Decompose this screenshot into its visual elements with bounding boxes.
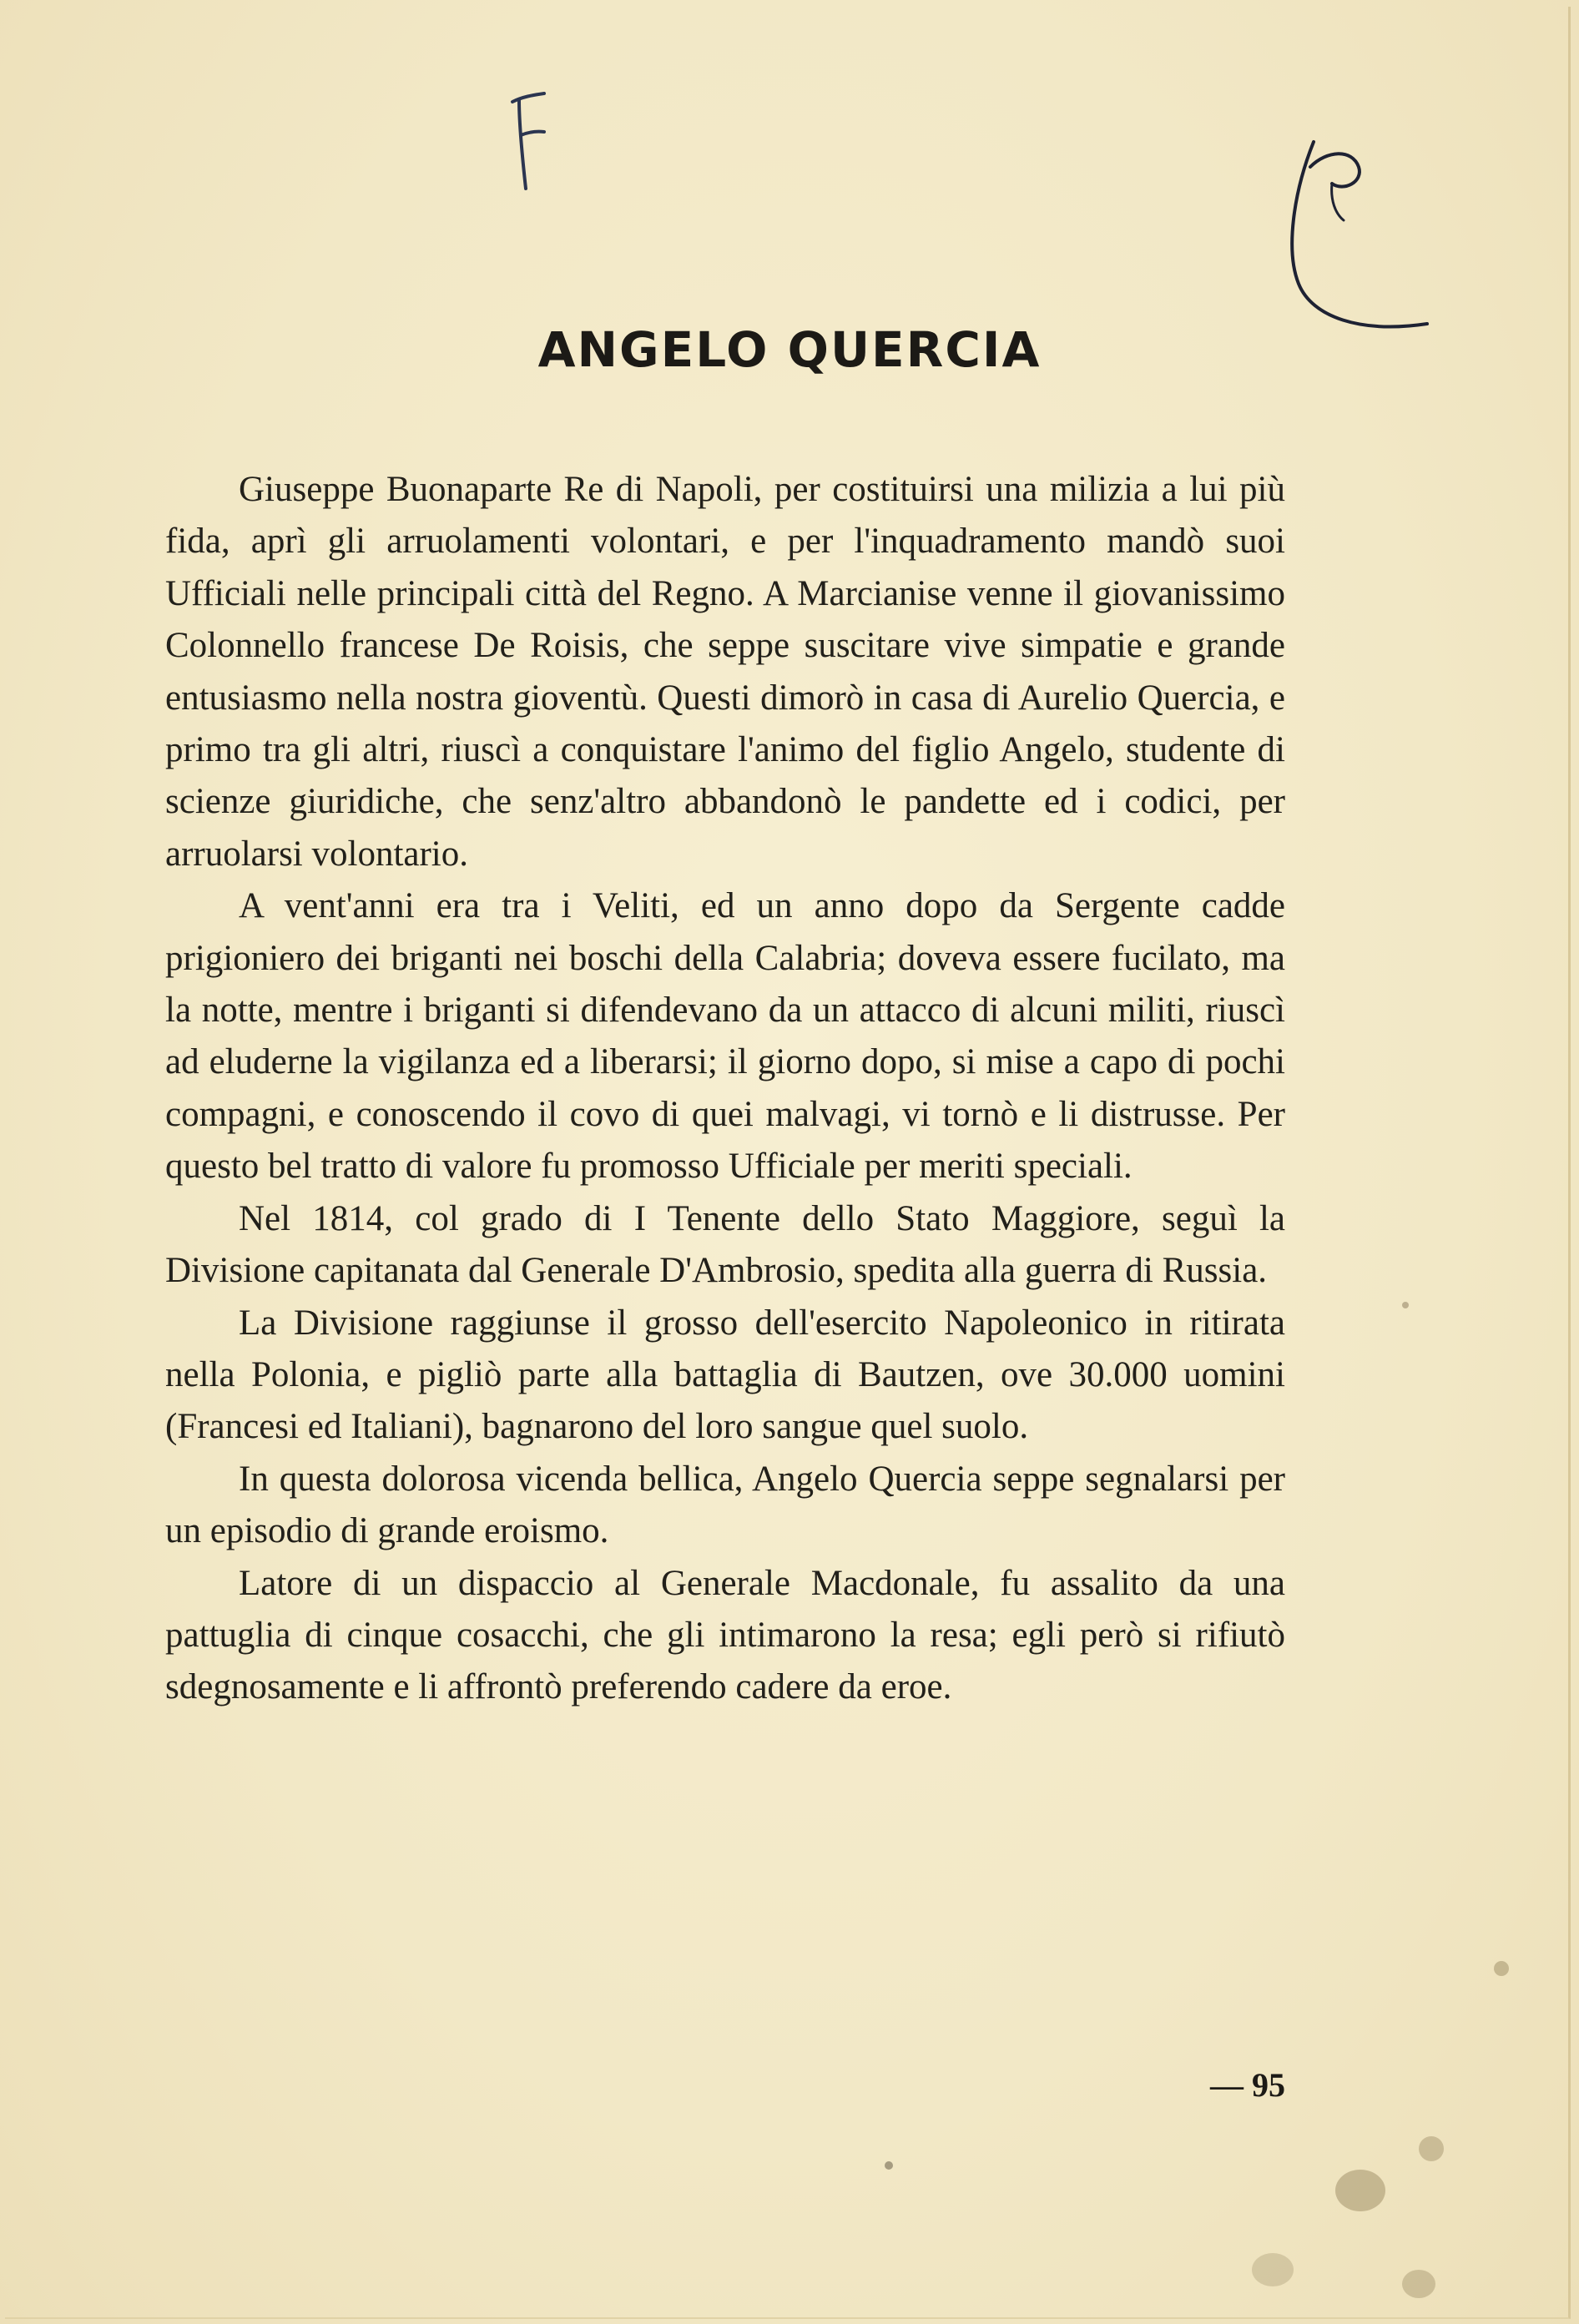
foxing-stain (1494, 1961, 1509, 1976)
page-number: — 95 (1210, 2066, 1285, 2104)
foxing-stain (1252, 2253, 1294, 2286)
foxing-stain (885, 2161, 893, 2170)
paragraph: Nel 1814, col grado di I Tenente dello Stato Maggiore, seguì la Divisione capitanata dal Generale D'Ambrosio, spedita alla guerra di Russia. (165, 1198, 1285, 1291)
paragraph: A vent'anni era tra i Veliti, ed un anno dopo da Sergente cadde prigioniero dei briganti nei boschi della Calabria; doveva essere fucilato, ma la notte, mentre i briganti si difendevano da un attacco di alcuni militi, riuscì ad eluderne la vigilanza ed a liberarsi; il giorno dopo, si mise a capo di pochi compagni, e conoscendo il covo di quei malvagi, vi tornò e li distrusse. Per questo bel tratto di valore fu promosso Ufficiale per meriti speciali. (165, 886, 1285, 1187)
handwritten-f-mark (501, 92, 551, 192)
article-title: ANGELO QUERCIA (537, 321, 1042, 378)
foxing-stain (1419, 2136, 1444, 2161)
paragraph: Latore di un dispaccio al Generale Macdonale, fu assalito da una pattuglia di cinque cosacchi, che gli intimarono la resa; egli però si rifiutò sdegnosamente e li affrontò preferendo cadere da eroe. (165, 1563, 1285, 1707)
paragraph: La Divisione raggiunse il grosso dell'esercito Napoleonico in ritirata nella Polonia, e pigliò parte alla battaglia di Bautzen, ove 30.000 uomini (Francesi ed Italiani), bagnarono del loro sangue quel suolo. (165, 1303, 1285, 1447)
paragraph: Giuseppe Buonaparte Re di Napoli, per costituirsi una milizia a lui più fida, aprì gli arruolamenti volontari, e per l'inquadramento mandò suoi Ufficiali nelle principali città del Regno. A Marcianise venne il giovanissimo Colonnello francese De Roisis, che seppe suscitare vive simpatie e grande entusiasmo nella nostra gioventù. Questi dimorò in casa di Aurelio Quercia, e primo tra gli altri, riuscì a conquistare l'animo del figlio Angelo, studente di scienze giuridiche, che senz'altro abbandonò le pandette ed i codici, per arruolarsi volontario. (165, 470, 1285, 874)
paragraph: In questa dolorosa vicenda bellica, Angelo Quercia seppe segnalarsi per un episodio di grande eroismo. (165, 1459, 1285, 1551)
foxing-stain (1402, 2270, 1435, 2298)
foxing-stain (1335, 2170, 1385, 2211)
article-body (165, 464, 1285, 1714)
foxing-stain (1402, 1302, 1409, 1308)
